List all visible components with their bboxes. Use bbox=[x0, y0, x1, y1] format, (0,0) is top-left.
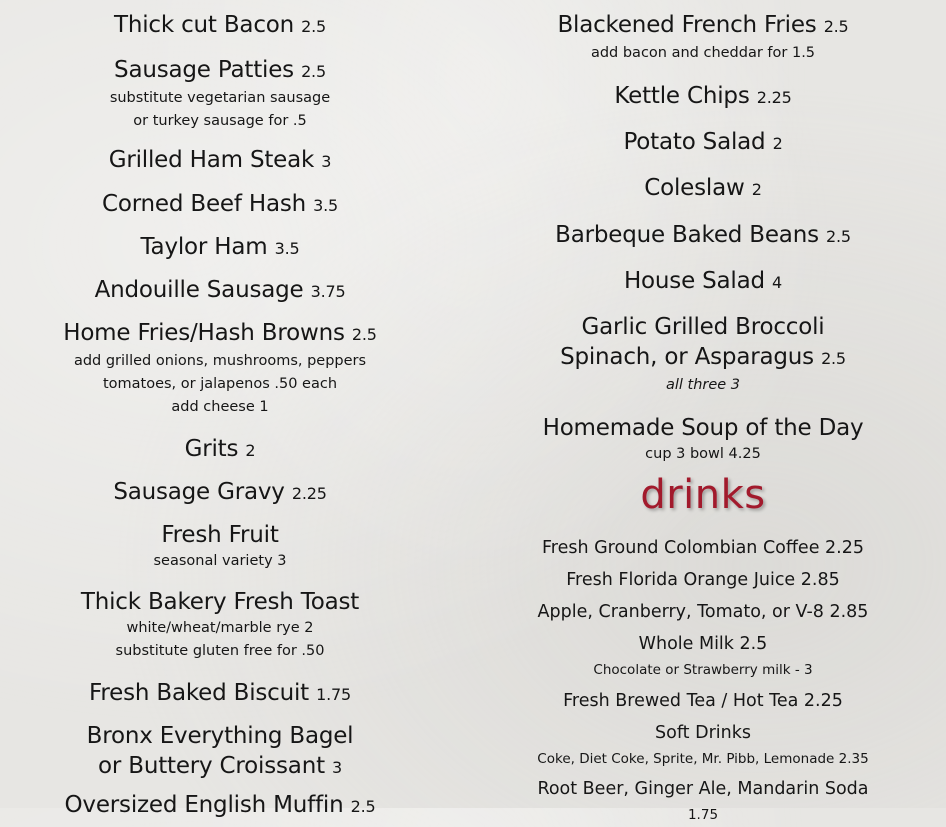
menu-item bbox=[0, 318, 440, 419]
item-price: 3 bbox=[332, 758, 342, 777]
menu-item bbox=[0, 275, 440, 307]
item-name: Coleslaw 2 bbox=[644, 175, 762, 201]
item-note: white/wheat/marble rye 2 bbox=[126, 620, 314, 636]
item-name: Barbeque Baked Beans 2.5 bbox=[555, 222, 851, 248]
item-name: Soft Drinks bbox=[655, 723, 751, 743]
item-note: Chocolate or Strawberry milk - 3 bbox=[593, 662, 813, 678]
item-name: House Salad 4 bbox=[623, 268, 783, 294]
item-name: Apple, Cranberry, Tomato, or V-8 2.85 bbox=[537, 602, 869, 622]
item-price: 2.5 bbox=[351, 325, 377, 344]
item-price: 2.25 bbox=[291, 484, 327, 503]
menu-item bbox=[0, 55, 440, 133]
menu-item bbox=[0, 587, 440, 663]
item-price: 4 bbox=[772, 273, 783, 292]
item-note: add cheese 1 bbox=[171, 399, 269, 415]
item-price: 3.5 bbox=[313, 196, 339, 215]
item-name: Fresh Fruit bbox=[161, 522, 279, 548]
item-note: substitute gluten free for .50 bbox=[115, 643, 325, 659]
menu-item bbox=[460, 413, 946, 466]
item-name: or Buttery Croissant 3 bbox=[98, 753, 342, 779]
item-name: Root Beer, Ginger Ale, Mandarin Soda bbox=[537, 779, 869, 799]
menu-item bbox=[460, 173, 946, 205]
item-price: 2.5 bbox=[350, 797, 376, 816]
item-name: Garlic Grilled Broccoli bbox=[581, 314, 825, 340]
item-price: 2 bbox=[772, 134, 783, 153]
item-note: substitute vegetarian sausage bbox=[109, 90, 331, 106]
item-name: Homemade Soup of the Day bbox=[542, 415, 864, 441]
item-name: Fresh Brewed Tea / Hot Tea 2.25 bbox=[563, 691, 843, 711]
menu-item bbox=[0, 678, 440, 710]
menu-item bbox=[460, 10, 946, 65]
drink-item bbox=[460, 598, 946, 626]
item-name: Potato Salad 2 bbox=[623, 129, 783, 155]
item-name: Taylor Ham 3.5 bbox=[140, 234, 300, 260]
item-name: Andouille Sausage 3.75 bbox=[94, 277, 346, 303]
item-name: Grilled Ham Steak 3 bbox=[108, 147, 332, 173]
item-name: Thick cut Bacon 2.5 bbox=[114, 12, 326, 38]
drinks-heading: drinks bbox=[640, 472, 766, 518]
item-price: 3.5 bbox=[274, 239, 300, 258]
menu-item bbox=[0, 189, 440, 221]
menu-item bbox=[460, 266, 946, 298]
drink-item bbox=[460, 630, 946, 682]
drink-item bbox=[460, 775, 946, 827]
menu-item bbox=[460, 81, 946, 113]
item-name: Sausage Patties 2.5 bbox=[114, 57, 326, 83]
item-note: seasonal variety 3 bbox=[153, 553, 287, 569]
item-price: 2.5 bbox=[821, 349, 846, 368]
item-price: 1.75 bbox=[316, 685, 351, 704]
menu-item bbox=[0, 232, 440, 264]
drink-item bbox=[460, 687, 946, 715]
drink-item bbox=[460, 566, 946, 594]
item-price: 2 bbox=[245, 441, 256, 460]
menu-item bbox=[460, 127, 946, 159]
menu-item bbox=[0, 434, 440, 466]
menu-item bbox=[460, 312, 946, 397]
item-price: 2.25 bbox=[756, 88, 792, 107]
item-price: 2 bbox=[751, 180, 762, 199]
item-name: Sausage Gravy 2.25 bbox=[113, 479, 327, 505]
item-note: or turkey sausage for .5 bbox=[133, 113, 307, 129]
menu-item bbox=[0, 145, 440, 177]
item-note: all three 3 bbox=[665, 377, 741, 393]
item-note: Coke, Diet Coke, Sprite, Mr. Pibb, Lemonade 2.35 bbox=[537, 751, 869, 767]
item-name: Fresh Florida Orange Juice 2.85 bbox=[566, 570, 840, 590]
item-price: 2.5 bbox=[301, 17, 326, 36]
item-name: Home Fries/Hash Browns 2.5 bbox=[63, 320, 377, 346]
item-name: Whole Milk 2.5 bbox=[638, 634, 768, 654]
item-name: Oversized English Muffin 2.5 bbox=[64, 792, 376, 818]
menu-item bbox=[0, 477, 440, 509]
item-name: Fresh Baked Biscuit 1.75 bbox=[89, 680, 351, 706]
item-name: Kettle Chips 2.25 bbox=[614, 83, 792, 109]
item-note: tomatoes, or jalapenos .50 each bbox=[102, 376, 338, 392]
drink-item bbox=[460, 719, 946, 771]
item-price: 2.5 bbox=[826, 227, 851, 246]
item-name: Spinach, or Asparagus 2.5 bbox=[560, 344, 846, 370]
menu-item bbox=[0, 10, 440, 42]
item-price: 2.5 bbox=[301, 62, 326, 81]
item-name: Bronx Everything Bagel bbox=[86, 723, 354, 749]
item-note: 1.75 bbox=[687, 807, 719, 823]
item-name: Fresh Ground Colombian Coffee 2.25 bbox=[541, 538, 864, 558]
item-note: add bacon and cheddar for 1.5 bbox=[590, 45, 816, 61]
menu-item bbox=[0, 721, 440, 783]
item-price: 2.5 bbox=[823, 17, 849, 36]
item-name: Grits 2 bbox=[184, 436, 256, 462]
menu-item bbox=[0, 790, 440, 822]
menu-item bbox=[460, 220, 946, 252]
drink-item bbox=[460, 534, 946, 562]
item-name: Blackened French Fries 2.5 bbox=[557, 12, 849, 38]
item-note: cup 3 bowl 4.25 bbox=[645, 446, 761, 462]
menu-item bbox=[0, 520, 440, 573]
item-price: 3 bbox=[321, 152, 332, 171]
item-name: Corned Beef Hash 3.5 bbox=[101, 191, 339, 217]
item-name: Thick Bakery Fresh Toast bbox=[80, 589, 360, 615]
item-note: add grilled onions, mushrooms, peppers bbox=[73, 353, 367, 369]
item-price: 3.75 bbox=[310, 282, 346, 301]
